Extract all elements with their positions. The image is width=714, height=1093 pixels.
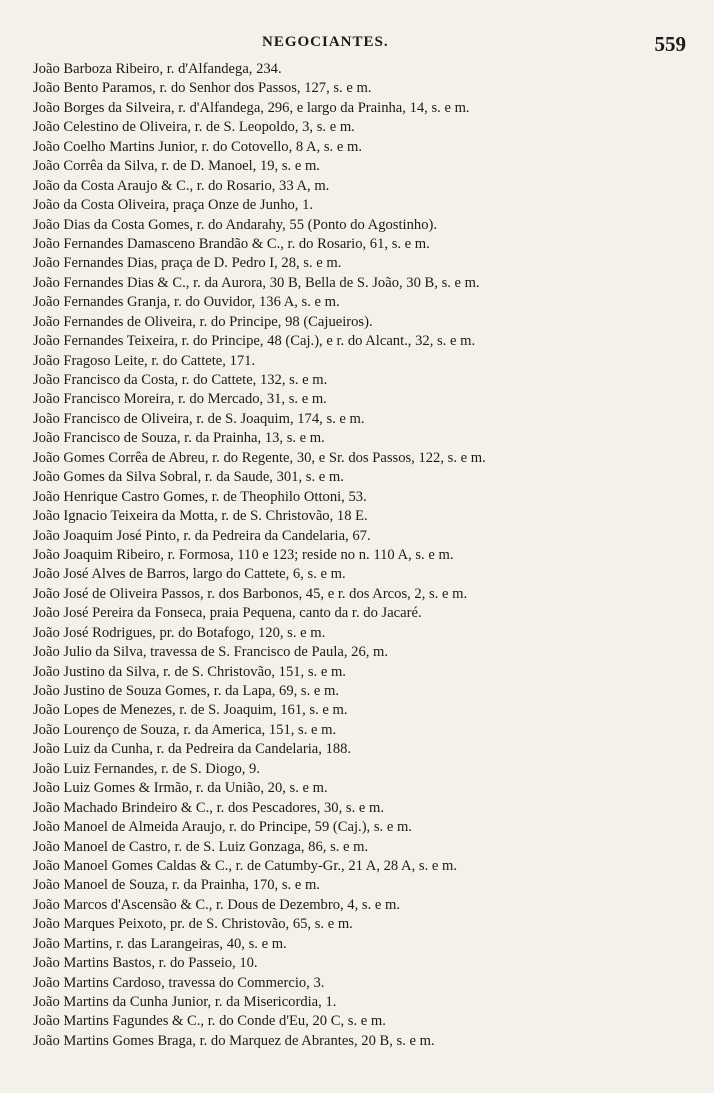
list-item: João Manoel de Almeida Araujo, r. do Principe, 59 (Caj.), s. e m. bbox=[33, 819, 412, 836]
list-item: João Gomes da Silva Sobral, r. da Saude, 301, s. e m. bbox=[33, 469, 344, 486]
list-item: João Martins da Cunha Junior, r. da Misericordia, 1. bbox=[33, 994, 337, 1010]
list-item: João Fernandes Damasceno Brandão & C., r. do Rosario, 61, s. e m. bbox=[33, 235, 430, 252]
list-item: João Fragoso Leite, r. do Cattete, 171. bbox=[33, 352, 256, 369]
list-item: João Bento Paramos, r. do Senhor dos Passos, 127, s. e m. bbox=[33, 80, 372, 97]
list-item: João Fernandes Teixeira, r. do Principe, 48 (Caj.), e r. do Alcant., 32, s. e m. bbox=[33, 333, 476, 350]
list-item: João Barboza Ribeiro, r. d'Alfandega, 234. bbox=[33, 61, 282, 77]
list-item: João Martins Fagundes & C., r. do Conde d'Eu, 20 C, s. e m. bbox=[33, 1013, 386, 1030]
list-item: João Gomes Corrêa de Abreu, r. do Regente, 30, e Sr. dos Passos, 122, s. e m. bbox=[33, 449, 486, 466]
list-item: João José de Oliveira Passos, r. dos Barbonos, 45, e r. dos Arcos, 2, s. e m. bbox=[33, 585, 468, 602]
list-item: João Francisco de Souza, r. da Prainha, 13, s. e m. bbox=[33, 430, 325, 447]
list-item: João Corrêa da Silva, r. de D. Manoel, 19, s. e m. bbox=[33, 158, 320, 175]
list-item: João Francisco de Oliveira, r. de S. Joaquim, 174, s. e m. bbox=[33, 410, 365, 427]
list-item: João Fernandes Dias, praça de D. Pedro I, 28, s. e m. bbox=[33, 255, 342, 272]
list-item: João Celestino de Oliveira, r. de S. Leopoldo, 3, s. e m. bbox=[33, 119, 355, 136]
page-number: 559 bbox=[654, 32, 686, 56]
list-item: João Henrique Castro Gomes, r. de Theophilo Ottoni, 53. bbox=[33, 488, 367, 505]
list-item: João Luiz da Cunha, r. da Pedreira da Candelaria, 188. bbox=[33, 741, 352, 758]
list-item: João Marques Peixoto, pr. de S. Christovão, 65, s. e m. bbox=[33, 916, 353, 933]
list-item: João Ignacio Teixeira da Motta, r. de S. Christovão, 18 E. bbox=[33, 508, 368, 525]
list-item: João Martins, r. das Larangeiras, 40, s. e m. bbox=[33, 935, 287, 952]
list-item: João Fernandes Dias & C., r. da Aurora, 30 B, Bella de S. João, 30 B, s. e m. bbox=[33, 274, 480, 291]
list-item: João Manoel Gomes Caldas & C., r. de Catumby-Gr., 21 A, 28 A, s. e m. bbox=[33, 857, 457, 874]
list-item: João Joaquim Ribeiro, r. Formosa, 110 e 123; reside no n. 110 A, s. e m. bbox=[33, 546, 454, 563]
list-item: João Francisco da Costa, r. do Cattete, 132, s. e m. bbox=[33, 372, 328, 388]
list-item: João Borges da Silveira, r. d'Alfandega, 296, e largo da Prainha, 14, s. e m. bbox=[33, 99, 470, 116]
list-item: João da Costa Oliveira, praça Onze de Junho, 1. bbox=[33, 197, 314, 214]
list-item: João Manoel de Souza, r. da Prainha, 170, s. e m. bbox=[33, 877, 320, 894]
list-item: João Fernandes Granja, r. do Ouvidor, 136 A, s. e m. bbox=[33, 294, 340, 311]
list-item: João Martins Cardoso, travessa do Commercio, 3. bbox=[33, 974, 325, 991]
list-item: João José Rodrigues, pr. do Botafogo, 120, s. e m. bbox=[33, 624, 326, 641]
list-item: João Dias da Costa Gomes, r. do Andarahy, 55 (Ponto do Agostinho). bbox=[33, 216, 437, 233]
list-item: João Julio da Silva, travessa de S. Francisco de Paula, 26, m. bbox=[33, 644, 389, 661]
list-item: João Martins Bastos, r. do Passeio, 10. bbox=[33, 955, 258, 972]
list-item: João Coelho Martins Junior, r. do Cotovello, 8 A, s. e m. bbox=[33, 138, 362, 155]
list-item: João Joaquim José Pinto, r. da Pedreira da Candelaria, 67. bbox=[33, 527, 371, 544]
list-item: João Luiz Fernandes, r. de S. Diogo, 9. bbox=[33, 760, 260, 777]
list-item: João Justino de Souza Gomes, r. da Lapa, 69, s. e m. bbox=[33, 683, 340, 699]
list-item: João Fernandes de Oliveira, r. do Principe, 98 (Cajueiros). bbox=[33, 313, 373, 330]
list-item: João Machado Brindeiro & C., r. dos Pescadores, 30, s. e m. bbox=[33, 799, 385, 816]
list-item: João Lourenço de Souza, r. da America, 151, s. e m. bbox=[33, 721, 337, 738]
page-title: NEGOCIANTES. bbox=[262, 34, 389, 50]
list-item: João Justino da Silva, r. de S. Christovão, 151, s. e m. bbox=[33, 663, 346, 680]
list-item: João Martins Gomes Braga, r. do Marquez de Abrantes, 20 B, s. e m. bbox=[33, 1032, 435, 1049]
list-item: João José Alves de Barros, largo do Cattete, 6, s. e m. bbox=[33, 566, 346, 583]
page-header bbox=[0, 34, 714, 56]
list-item: João José Pereira da Fonseca, praia Pequena, canto da r. do Jacaré. bbox=[33, 605, 422, 622]
list-item: João Marcos d'Ascensão & C., r. Dous de Dezembro, 4, s. e m. bbox=[33, 896, 400, 913]
merchant-list bbox=[33, 60, 693, 1051]
list-item: João da Costa Araujo & C., r. do Rosario, 33 A, m. bbox=[33, 177, 330, 194]
list-item: João Lopes de Menezes, r. de S. Joaquim, 161, s. e m. bbox=[33, 702, 348, 719]
list-item: João Luiz Gomes & Irmão, r. da União, 20, s. e m. bbox=[33, 780, 328, 797]
list-item: João Manoel de Castro, r. de S. Luiz Gonzaga, 86, s. e m. bbox=[33, 838, 369, 855]
list-item: João Francisco Moreira, r. do Mercado, 31, s. e m. bbox=[33, 391, 327, 408]
